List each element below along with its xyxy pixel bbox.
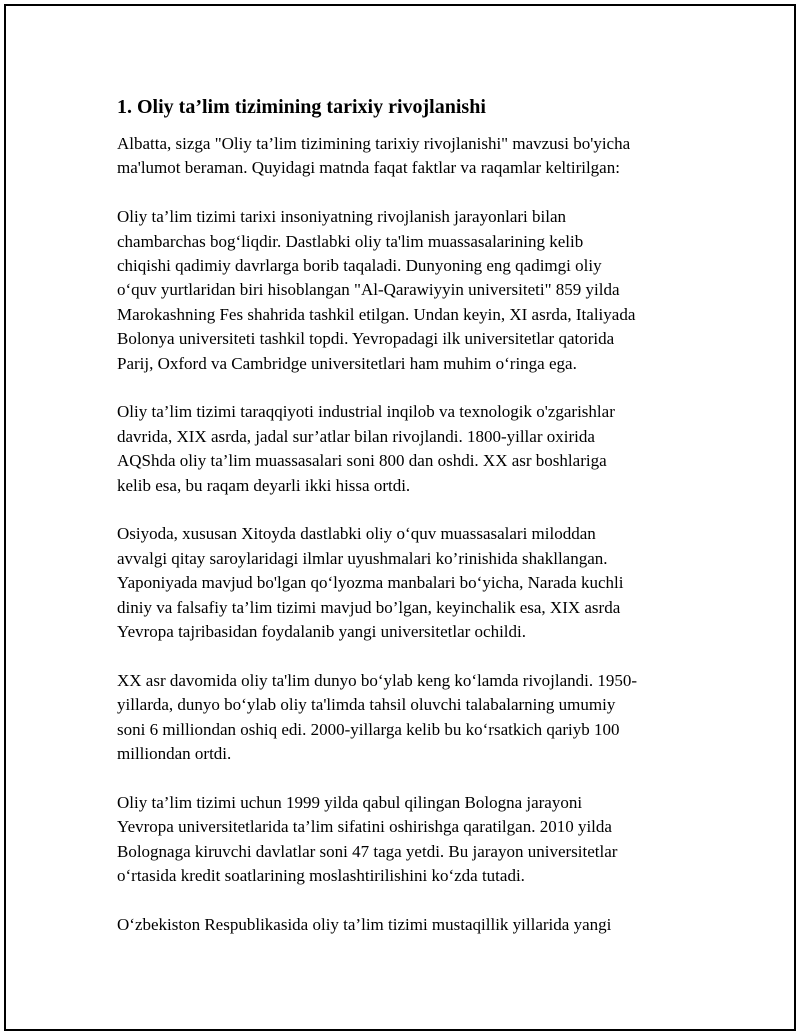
paragraph-asia: Osiyoda, xususan Xitoyda dastlabki oliy o‘quv muassasalari miloddan avvalgi qitay saroylaridagi ilmlar uyushmalari ko’rinishida shakllangan. Yaponiyada mavjud bo'lgan qo‘lyozma manbalari bo‘yicha, Narada kuchli diniy va falsafiy ta’lim tizimi mavjud bo’lgan, keyinchalik esa, XIX asrda Yevropa tajribasidan foydalanib yangi universitetlar ochildi.	[117, 524, 624, 642]
paragraph-20th-century: XX asr davomida oliy ta'lim dunyo bo‘ylab keng ko‘lamda rivojlandi. 1950- yillarda, dunyo bo‘ylab oliy ta'limda tahsil oluvchi talabalarning umumiy soni 6 milliondan oshiq edi. 2000-yillarga kelib bu ko‘rsatkich qariyb 100 milliondan ortdi.	[117, 670, 638, 764]
paragraph-bologna: Oliy ta’lim tizimi uchun 1999 yilda qabul qilingan Bologna jarayoni Yevropa universitetlarida ta’lim sifatini oshirishga qaratilgan. 2010 yilda Bolognaga kiruvchi davlatlar soni 47 taga yetdi. Bu jarayon universitetlar o‘rtasida kredit soatlarining moslashtirilishini ko‘zda tutadi.	[117, 792, 618, 886]
document-title: 1. Oliy ta’lim tizimining tarixiy rivojlanishi	[117, 96, 486, 118]
paragraph-intro: Albatta, sizga "Oliy ta’lim tizimining tarixiy rivojlanishi" mavzusi bo'yicha ma'lumot beraman. Quyidagi matnda faqat faktlar va raqamlar keltirilgan:	[117, 134, 631, 178]
document-body	[117, 92, 687, 962]
paragraph-history: Oliy ta’lim tizimi tarixi insoniyatning rivojlanish jarayonlari bilan chambarchas bog‘liqdir. Dastlabki oliy ta'lim muassasalarining kelib chiqishi qadimiy davrlarga borib taqaladi. Dunyoning eng qadimgi oliy o‘quv yurtlaridan biri hisoblangan "Al-Qarawiyyin universiteti" 859 yilda Marokashning Fes shahrida tashkil etilgan. Undan keyin, XI asrda, Italiyada Bolonya universiteti tashkil topdi. Yevropadagi ilk universitetlar qatorida Parij, Oxford va Cambridge universitetlari ham muhim o‘ringa ega.	[117, 207, 636, 373]
paragraph-uzbekistan: O‘zbekiston Respublikasida oliy ta’lim tizimi mustaqillik yillarida yangi	[117, 914, 612, 934]
paragraph-industrial: Oliy ta’lim tizimi taraqqiyoti industrial inqilob va texnologik o'zgarishlar davrida, XIX asrda, jadal sur’atlar bilan rivojlandi. 1800-yillar oxirida AQShda oliy ta’lim muassasalari soni 800 dan oshdi. XX asr boshlariga kelib esa, bu raqam deyarli ikki hissa ortdi.	[117, 402, 615, 495]
